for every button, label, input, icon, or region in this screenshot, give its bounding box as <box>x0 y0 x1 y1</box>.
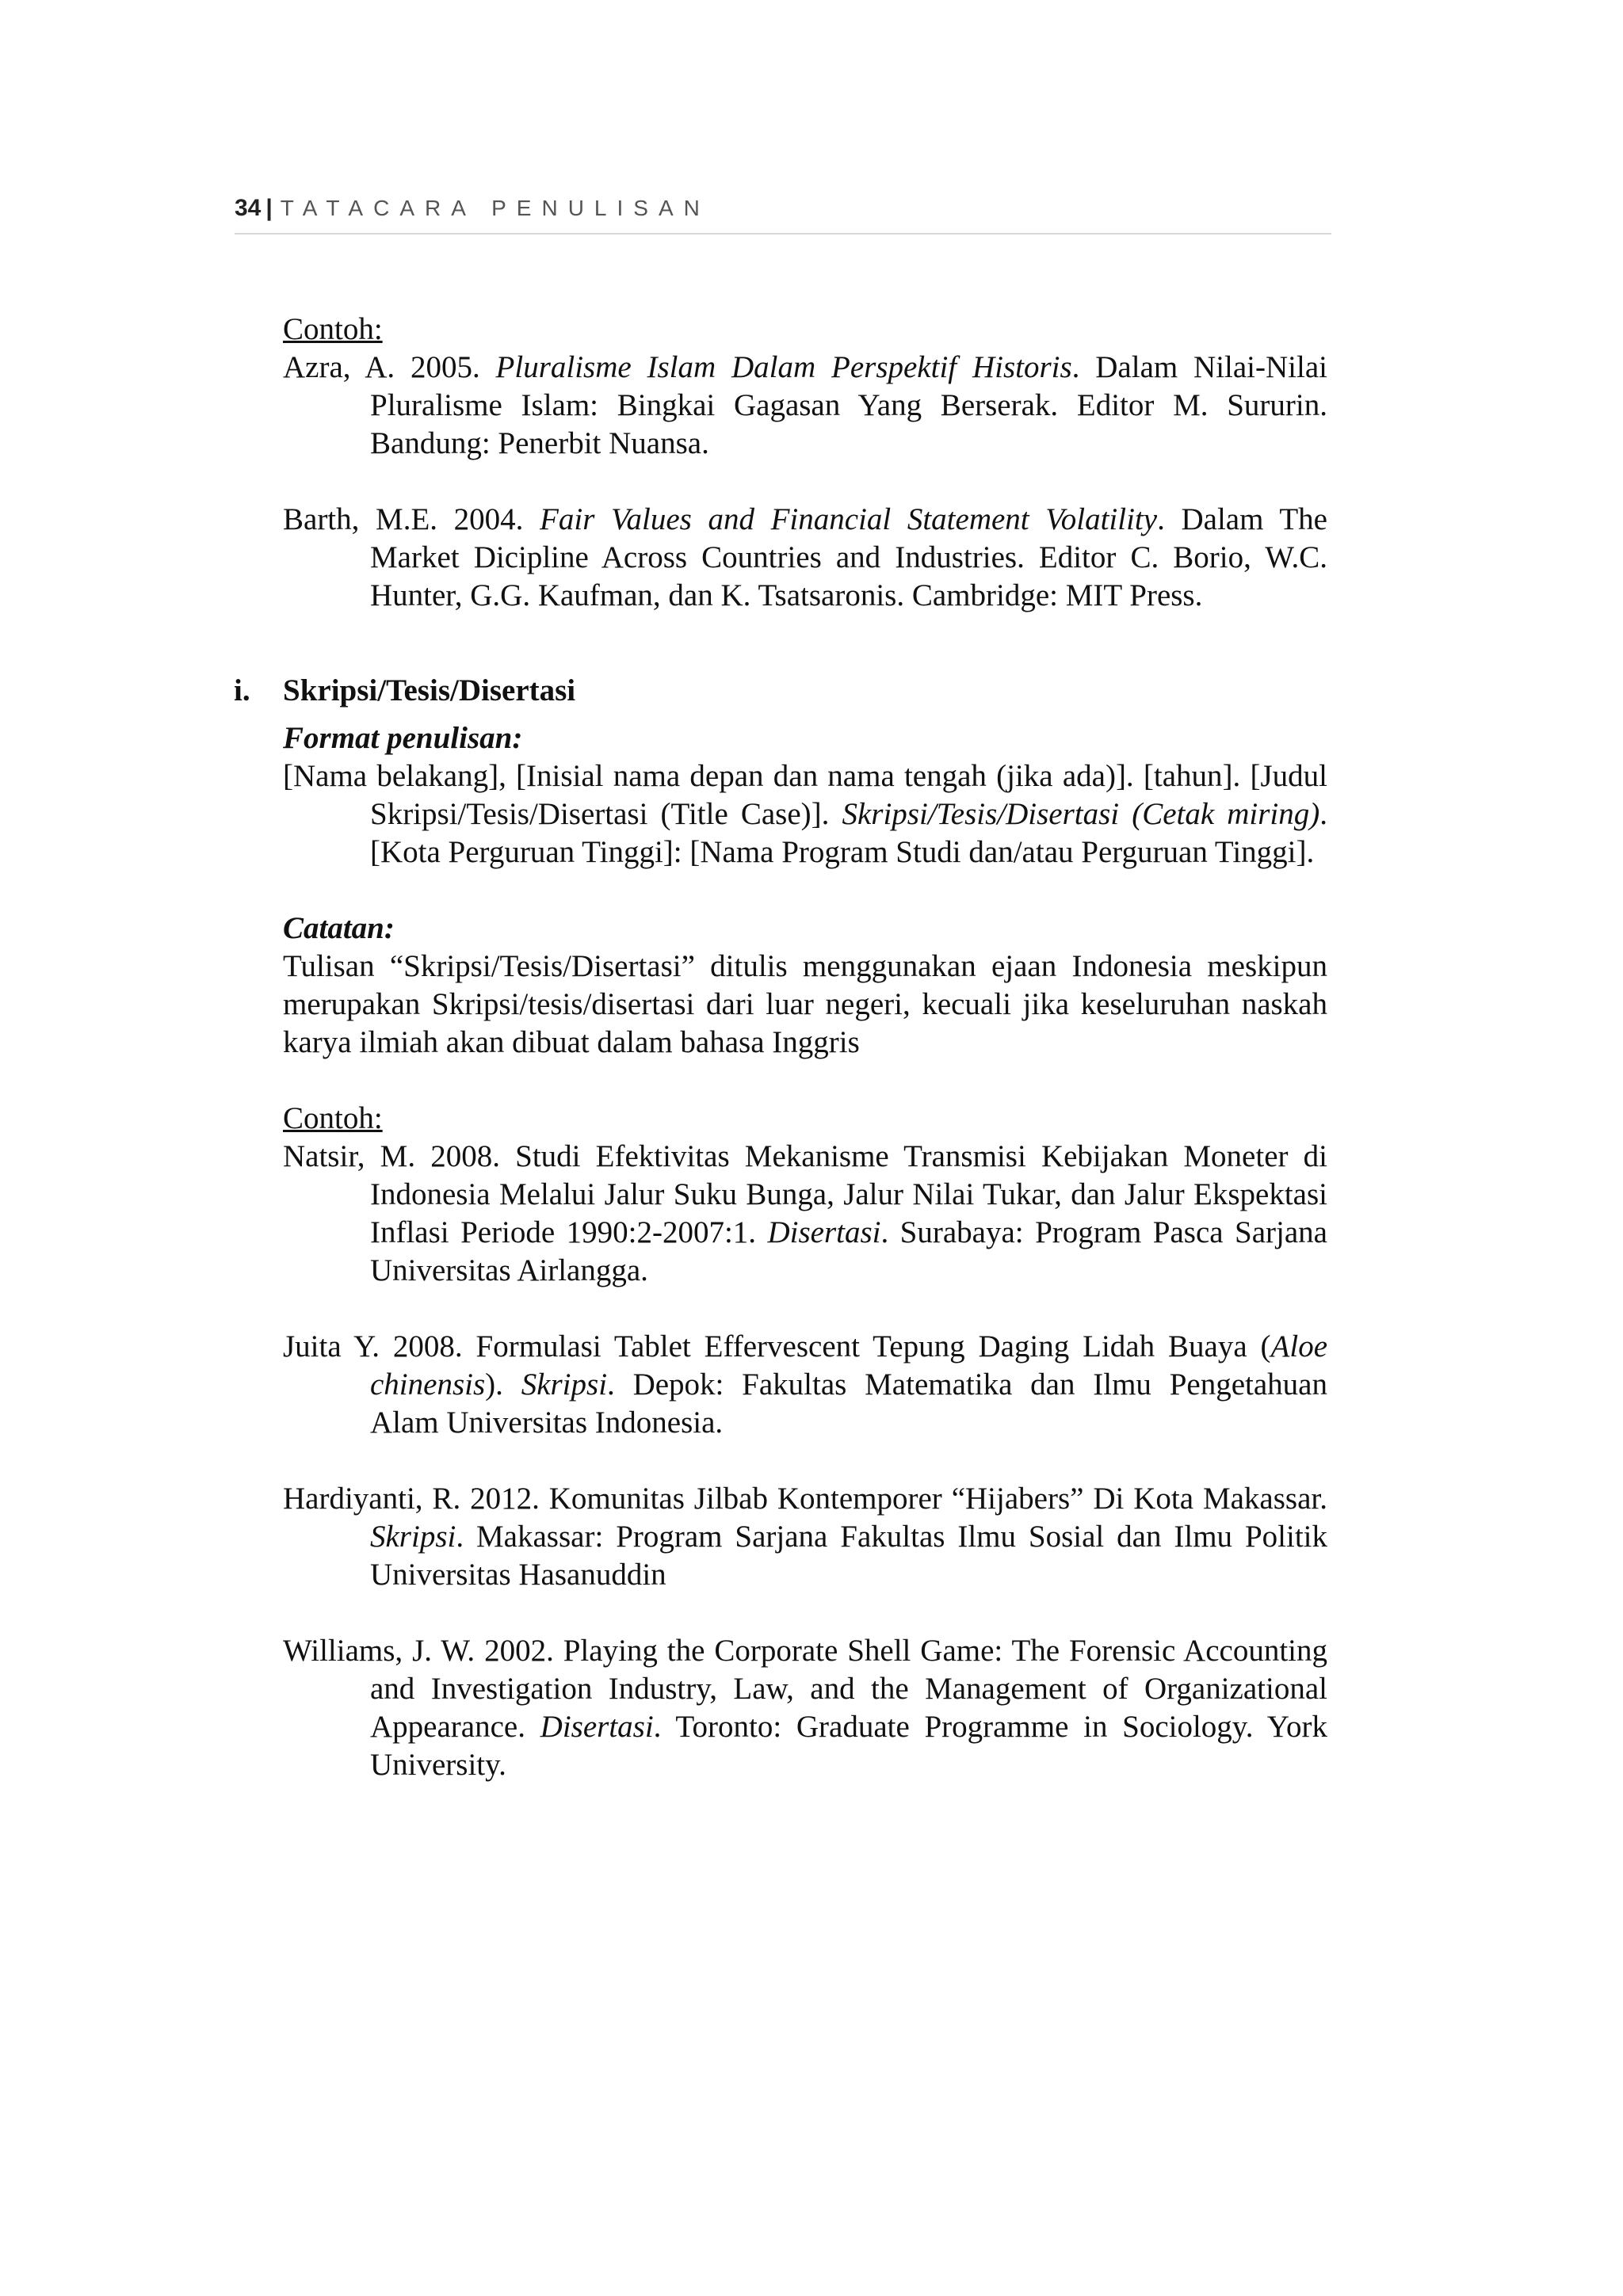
reference-italic: Skripsi <box>370 1520 456 1554</box>
reference-entry <box>283 1480 1327 1594</box>
reference-text: . Surabaya: Program Pasca Sarjana Universitas Airlangga. <box>370 1215 1327 1287</box>
format-template <box>283 757 1327 871</box>
reference-text: Hardiyanti, R. 2012. Komunitas Jilbab Kontemporer “Hijabers” Di Kota Makassar. <box>283 1482 1327 1516</box>
header-separator: | <box>265 195 273 221</box>
reference-entry <box>283 349 1327 463</box>
page-header <box>235 195 1331 235</box>
reference-title: Pluralisme Islam Dalam Perspektif Historis <box>495 350 1072 384</box>
reference-text: . Depok: Fakultas Matematika dan Ilmu Pengetahuan Alam Universitas Indonesia. <box>370 1367 1327 1440</box>
reference-title: Fair Values and Financial Statement Volatility <box>540 502 1158 536</box>
note-label: Catatan: <box>283 911 395 945</box>
format-text: [Nama belakang], [Inisial nama depan dan nama tengah (jika ada)]. [tahun]. [Judul Skripsi/Tesis/Disertasi (Title Case)]. <box>283 759 1327 831</box>
running-title: TATACARA PENULISAN <box>280 196 710 220</box>
page-number: 34 <box>235 195 262 221</box>
reference-text: Azra, A. 2005. <box>283 350 496 384</box>
section-marker: i. <box>234 673 250 707</box>
example-label: Contoh: <box>283 312 383 346</box>
reference-italic: Aloe chinensis <box>370 1329 1327 1402</box>
format-text: . [Kota Perguruan Tinggi]: [Nama Program Studi dan/atau Perguruan Tinggi]. <box>370 797 1327 869</box>
reference-italic: Disertasi <box>540 1710 654 1744</box>
note-text: Tulisan “Skripsi/Tesis/Disertasi” ditulis menggunakan ejaan Indonesia meskipun merupakan Skripsi/tesis/disertasi dari luar negeri, kecuali jika keseluruhan naskah karya ilmiah akan dibuat dalam bahasa Inggris <box>283 949 1327 1059</box>
section-title: Skripsi/Tesis/Disertasi <box>283 673 576 707</box>
format-label: Format penulisan: <box>283 721 523 755</box>
reference-italic: Skripsi <box>521 1367 608 1402</box>
reference-text: Williams, J. W. 2002. Playing the Corporate Shell Game: The Forensic Accounting and Investigation Industry, Law, and the Management of Organizational Appearance. <box>283 1634 1327 1744</box>
reference-text: . Dalam The Market Dicipline Across Countries and Industries. Editor C. Borio, W.C. Hunter, G.G. Kaufman, dan K. Tsatsaronis. Cambridge: MIT Press. <box>370 502 1327 612</box>
format-italic: Skripsi/Tesis/Disertasi (Cetak miring) <box>842 797 1320 831</box>
reference-italic: Disertasi <box>767 1215 881 1249</box>
example-label: Contoh: <box>283 1101 383 1135</box>
reference-entry <box>283 501 1327 615</box>
reference-text: . Makassar: Program Sarjana Fakultas Ilmu Sosial dan Ilmu Politik Universitas Hasanuddin <box>370 1520 1327 1592</box>
reference-text: Juita Y. 2008. Formulasi Tablet Effervescent Tepung Daging Lidah Buaya ( <box>283 1329 1271 1363</box>
reference-text: Barth, M.E. 2004. <box>283 502 540 536</box>
reference-entry <box>283 1328 1327 1442</box>
page-body <box>234 311 1328 1784</box>
reference-text: . Dalam Nilai-Nilai Pluralisme Islam: Bingkai Gagasan Yang Berserak. Editor M. Sururin. Bandung: Penerbit Nuansa. <box>370 350 1327 460</box>
reference-text: Natsir, M. 2008. Studi Efektivitas Mekanisme Transmisi Kebijakan Moneter di Indonesia Melalui Jalur Suku Bunga, Jalur Nilai Tukar, dan Jalur Ekspektasi Inflasi Periode 1990:2-2007:1. <box>283 1139 1327 1249</box>
reference-entry <box>283 1632 1327 1784</box>
reference-text: . Toronto: Graduate Programme in Sociology. York University. <box>370 1710 1328 1782</box>
reference-entry <box>283 1138 1327 1290</box>
reference-text: ). <box>485 1367 521 1402</box>
section-heading <box>234 672 1327 710</box>
